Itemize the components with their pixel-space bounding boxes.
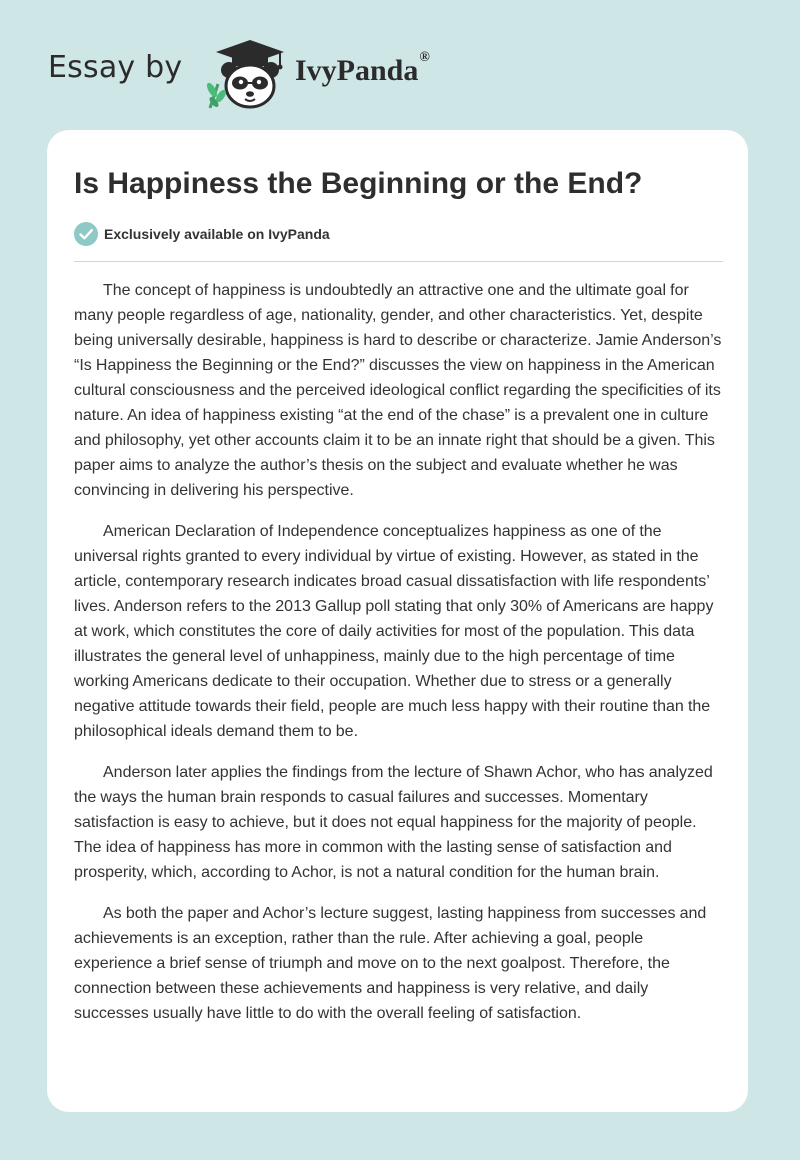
brand-prefix: Essay by bbox=[48, 50, 183, 85]
brand-name-text: IvyPanda bbox=[295, 54, 419, 87]
panda-graduate-logo-icon bbox=[202, 38, 294, 110]
check-circle-icon bbox=[74, 222, 98, 246]
essay-paragraph: As both the paper and Achor’s lecture suggest, lasting happiness from successes and achievements is an exception, rather than the rule. After achieving a goal, people experience a brief sense of triumph and move on to the next goalpost. Therefore, the connection between these achievements and happiness is very relative, and daily successes usually have little to do with the overall feeling of satisfaction. bbox=[74, 905, 707, 1022]
page-title: Is Happiness the Beginning or the End? bbox=[74, 167, 643, 200]
title-divider bbox=[74, 261, 723, 262]
essay-paragraph: The concept of happiness is undoubtedly an attractive one and the ultimate goal for many people regardless of age, nationality, gender, and other characteristics. Yet, despite being universally desirable, happiness is hard to describe or characterize. Jamie Anderson’s “Is Happiness the Beginning or the End?” discusses the view on happiness in the American cultural consciousness and the perceived ideological conflict regarding the specificities of its nature. An idea of happiness existing “at the end of the chase” is a prevalent one in culture and philosophy, yet other accounts claim it to be an innate right that should be a given. This paper aims to analyze the author’s thesis on the subject and evaluate whether he was convincing in delivering his perspective. bbox=[74, 282, 722, 499]
essay-paragraph: Anderson later applies the findings from the lecture of Shawn Achor, who has analyzed the ways the human brain responds to casual failures and successes. Momentary satisfaction is easy to achieve, but it does not equal happiness for the majority of people. The idea of happiness has more in common with the lasting sense of satisfaction and prosperity, which, according to Achor, is not a natural condition for the human brain. bbox=[74, 764, 713, 881]
brand-name bbox=[295, 50, 430, 88]
essay-body bbox=[74, 278, 725, 1042]
exclusive-badge bbox=[74, 222, 330, 246]
essay-paragraph: American Declaration of Independence conceptualizes happiness as one of the universal rights granted to every individual by virtue of existing. However, as stated in the article, contemporary research indicates broad casual dissatisfaction with life respondents’ lives. Anderson refers to the 2013 Gallup poll stating that only 30% of Americans are happy at work, which constitutes the core of daily activities for most of the population. This data illustrates the general level of unhappiness, mainly due to the high percentage of time working Americans dedicate to their occupation. Whether due to stress or a generally negative attitude towards their field, people are much less happy with their routine than the philosophical ideals demand them to be. bbox=[74, 523, 714, 740]
brand-header bbox=[48, 38, 508, 110]
registered-mark: ® bbox=[419, 50, 430, 65]
exclusive-badge-label: Exclusively available on IvyPanda bbox=[104, 226, 330, 242]
essay-card bbox=[47, 130, 748, 1112]
